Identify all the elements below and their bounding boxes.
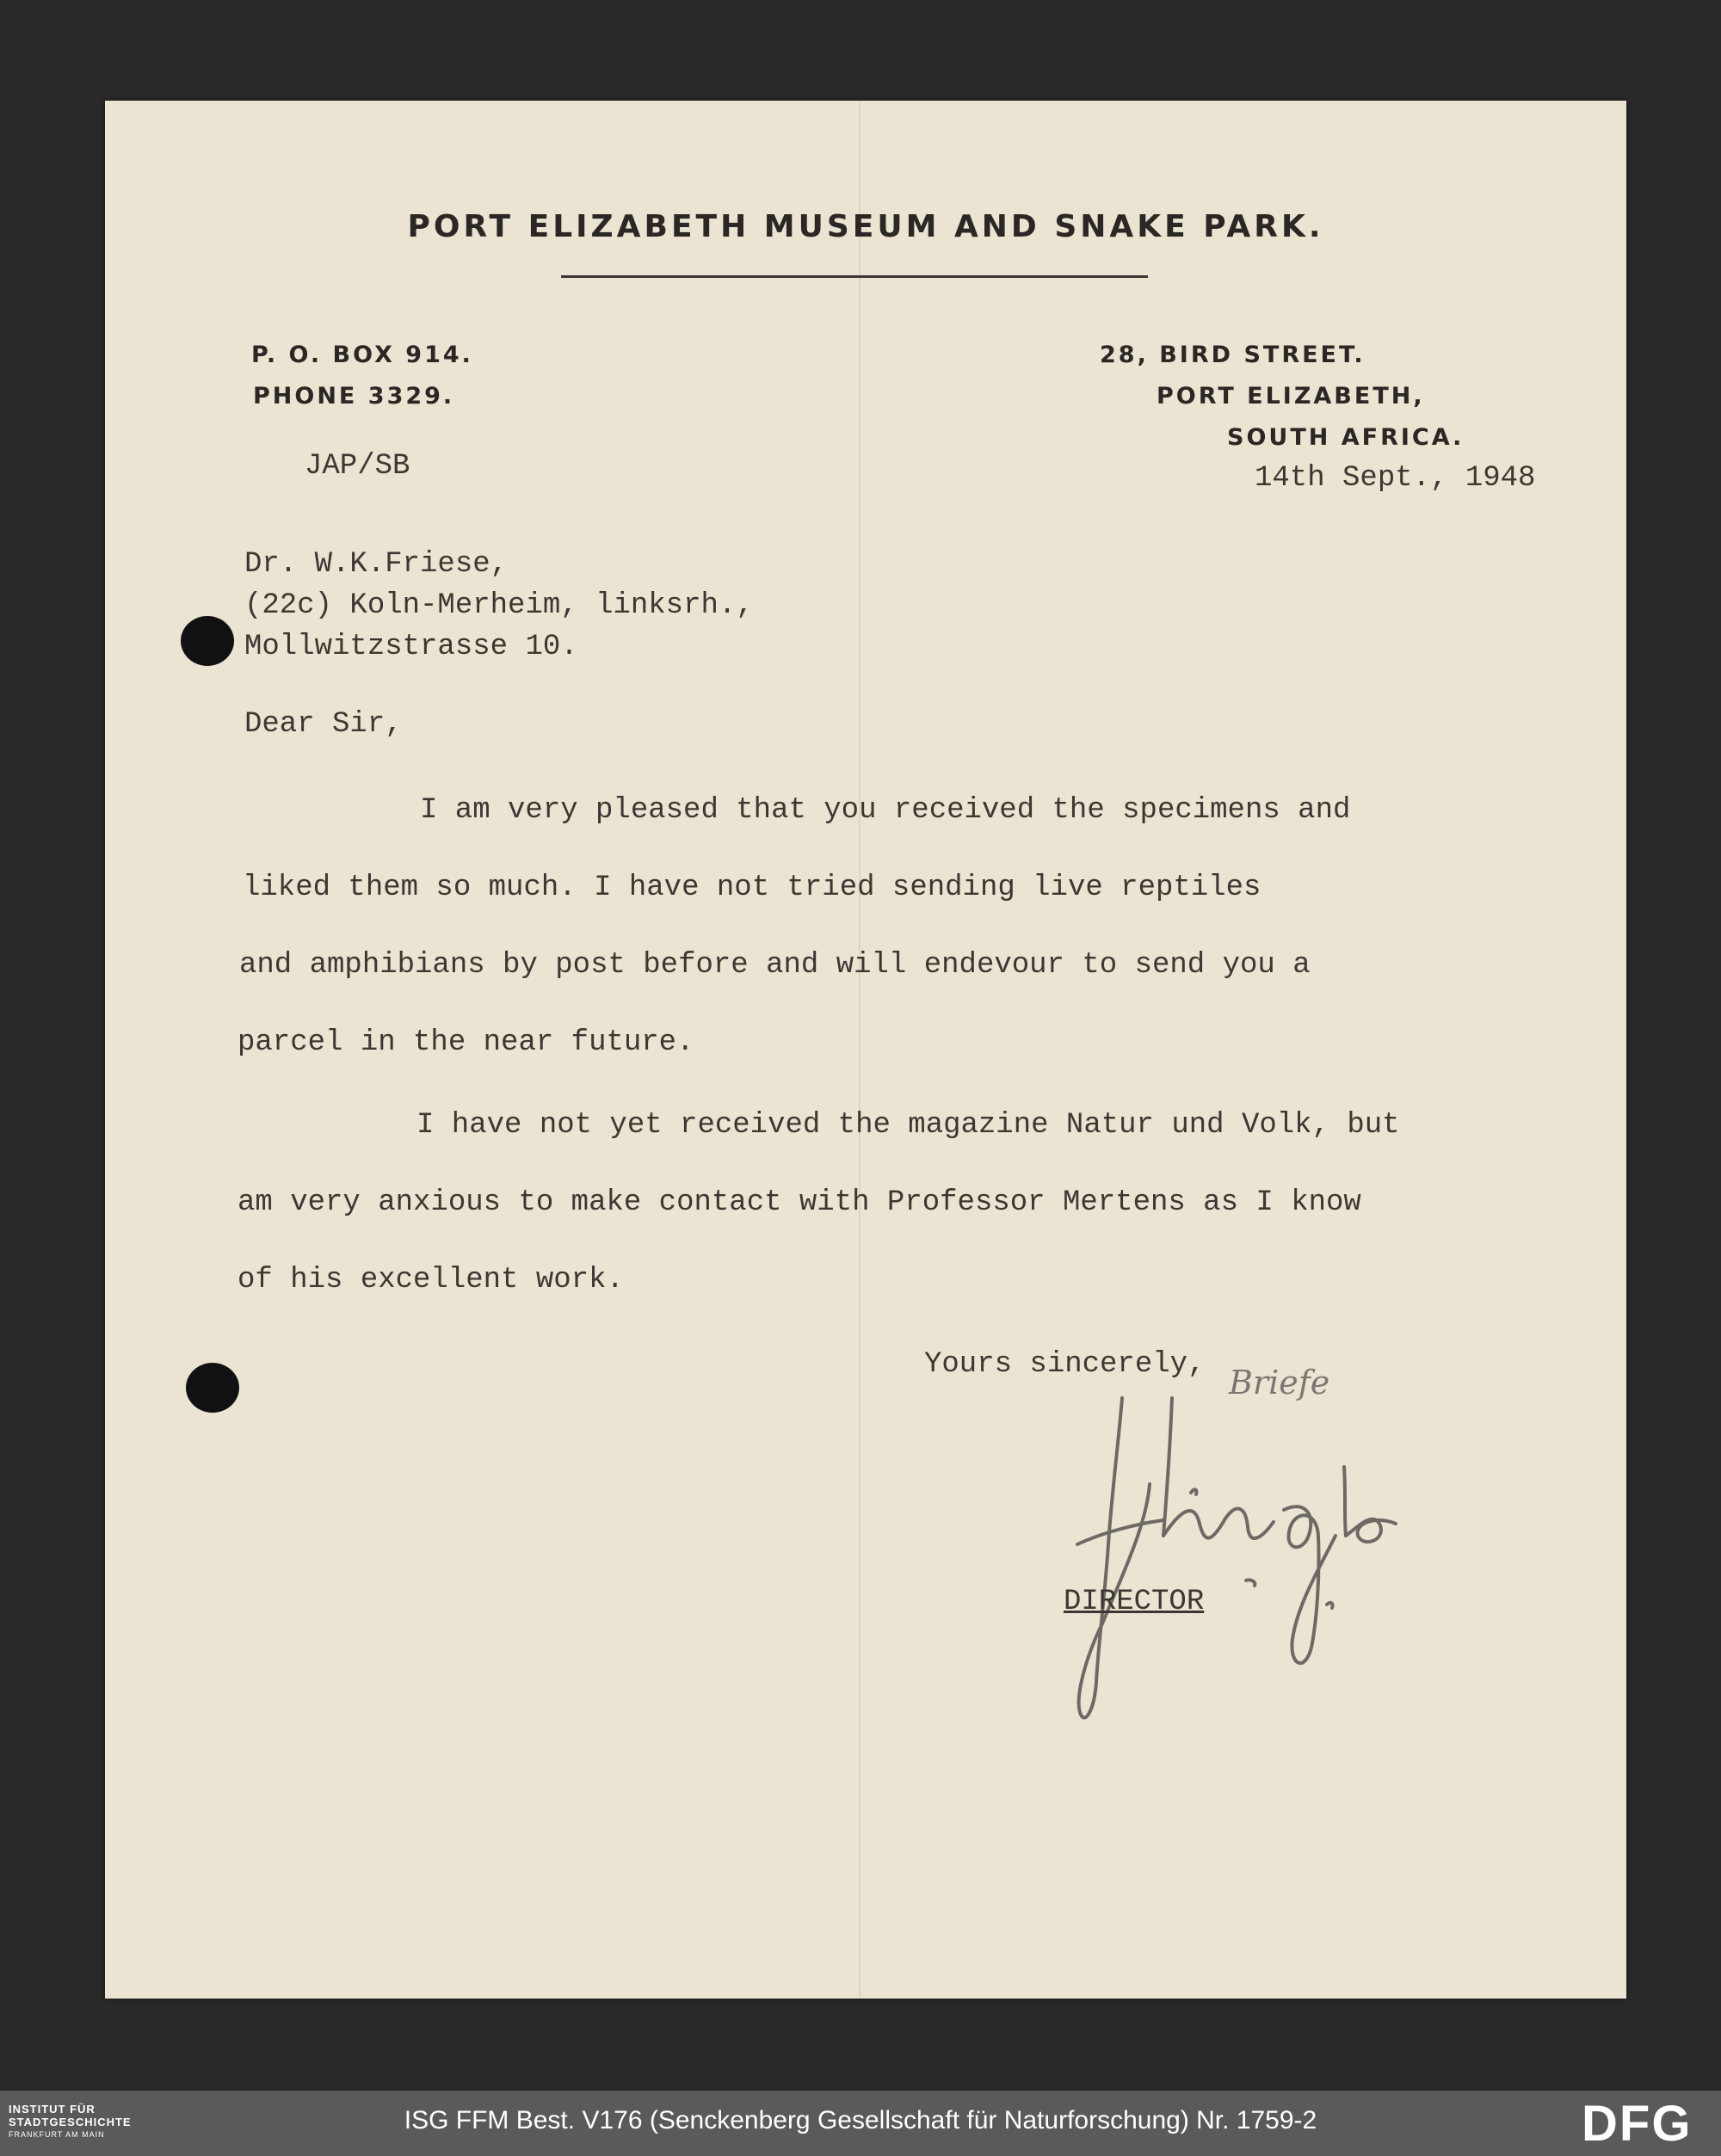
body-line: of his excellent work. xyxy=(237,1264,624,1297)
address-line-3: SOUTH AFRICA. xyxy=(1227,424,1465,451)
recipient-line-3: Mollwitzstrasse 10. xyxy=(244,631,578,663)
body-line: I have not yet received the magazine Natur und Volk, but xyxy=(416,1109,1400,1142)
body-line: and amphibians by post before and will endevour to send you a xyxy=(239,949,1311,982)
isg-logo-line-3: FRANKFURT AM MAIN xyxy=(9,2130,105,2139)
handwritten-signature xyxy=(1043,1364,1576,1759)
reference-code: JAP/SB xyxy=(305,450,410,483)
body-line: liked them so much. I have not tried sending live reptiles xyxy=(243,872,1261,904)
letterhead-rule xyxy=(561,275,1148,278)
address-line-1: 28, BIRD STREET. xyxy=(1100,342,1366,368)
paper-fold xyxy=(859,101,860,1999)
punch-hole xyxy=(181,616,234,666)
dfg-logo: DFG xyxy=(1582,2096,1693,2152)
letter-sheet xyxy=(105,101,1626,1999)
letter-date: 14th Sept., 1948 xyxy=(1255,462,1536,495)
body-line: I am very pleased that you received the specimens and xyxy=(420,794,1351,827)
letterhead-title: PORT ELIZABETH MUSEUM AND SNAKE PARK. xyxy=(407,209,1324,244)
recipient-line-1: Dr. W.K.Friese, xyxy=(244,548,509,581)
body-line: am very anxious to make contact with Professor Mertens as I know xyxy=(237,1186,1361,1219)
body-line: parcel in the near future. xyxy=(237,1026,694,1059)
phone-number: PHONE 3329. xyxy=(253,383,455,410)
archive-footer xyxy=(0,2091,1721,2156)
recipient-line-2: (22c) Koln-Merheim, linksrh., xyxy=(244,589,754,622)
punch-hole xyxy=(186,1363,239,1413)
po-box: P. O. BOX 914. xyxy=(251,342,473,368)
signature-annotation: Briefe xyxy=(1229,1364,1330,1401)
signatory-title: DIRECTOR xyxy=(1064,1586,1205,1618)
isg-logo-line-1: INSTITUT FÜR xyxy=(9,2103,96,2116)
salutation: Dear Sir, xyxy=(244,708,403,741)
archive-caption: ISG FFM Best. V176 (Senckenberg Gesellschaft für Naturforschung) Nr. 1759-2 xyxy=(404,2106,1317,2134)
address-line-2: PORT ELIZABETH, xyxy=(1157,383,1425,410)
isg-logo-line-2: STADTGESCHICHTE xyxy=(9,2116,132,2128)
closing: Yours sincerely, xyxy=(924,1348,1206,1381)
